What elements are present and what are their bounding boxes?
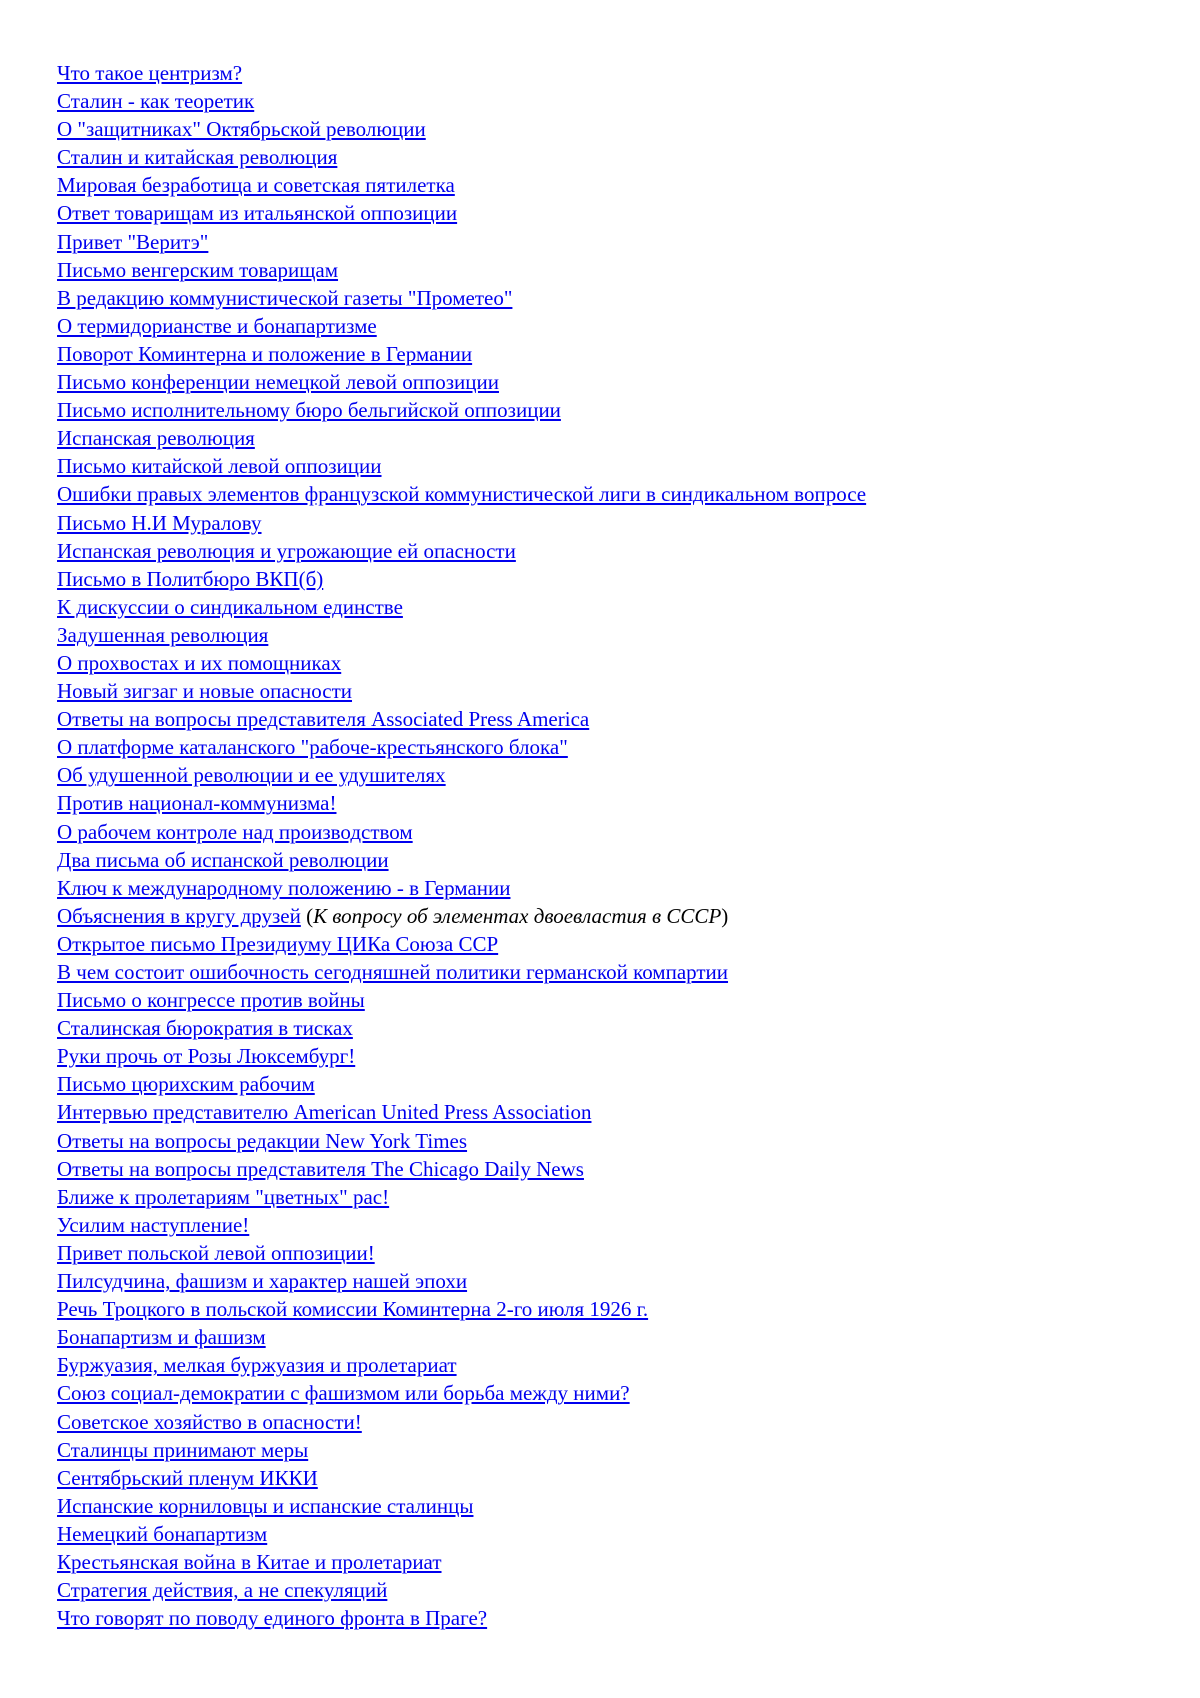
list-item [57, 986, 1157, 1014]
list-item [57, 1042, 1157, 1070]
article-link[interactable]: Против национал-коммунизма! [57, 791, 337, 816]
article-link[interactable]: Письмо исполнительному бюро бельгийской оппозиции [57, 398, 561, 423]
article-link[interactable]: Ответы на вопросы представителя The Chicago Daily News [57, 1156, 584, 1181]
list-item [57, 1155, 1157, 1183]
article-link[interactable]: О платформе каталанского "рабоче-крестьянского блока" [57, 735, 568, 760]
list-item [57, 368, 1157, 396]
note-close-paren: ) [721, 903, 729, 928]
article-link[interactable]: Немецкий бонапартизм [57, 1521, 268, 1546]
article-link[interactable]: Пилсудчина, фашизм и характер нашей эпохи [57, 1269, 468, 1294]
article-link[interactable]: Интервью представителю American United Press Association [57, 1100, 592, 1125]
list-item [57, 537, 1157, 565]
list-item [57, 452, 1157, 480]
article-link[interactable]: Сталин - как теоретик [57, 89, 255, 114]
list-item [57, 312, 1157, 340]
article-link[interactable]: Новый зигзаг и новые опасности [57, 679, 353, 704]
list-item [57, 228, 1157, 256]
article-link[interactable]: О "защитниках" Октябрьской революции [57, 117, 426, 142]
list-item [57, 705, 1157, 733]
article-link[interactable]: Сталин и китайская революция [57, 145, 338, 170]
list-item [57, 171, 1157, 199]
list-item [57, 1379, 1157, 1407]
list-item [57, 677, 1157, 705]
article-link[interactable]: Крестьянская война в Китае и пролетариат [57, 1549, 442, 1574]
article-link[interactable]: К дискуссии о синдикальном единстве [57, 594, 403, 619]
article-link[interactable]: В чем состоит ошибочность сегодняшней политики германской компартии [57, 960, 729, 984]
list-item [57, 1351, 1157, 1379]
article-link[interactable]: В редакцию коммунистической газеты "Прометео" [57, 285, 513, 310]
list-item [57, 1098, 1157, 1126]
article-link[interactable]: Ошибки правых элементов французской коммунистической лиги в синдикальном вопросе [57, 482, 867, 507]
article-link[interactable]: Сталинцы принимают меры [57, 1437, 309, 1462]
list-item [57, 256, 1157, 284]
article-link[interactable]: Привет польской левой оппозиции! [57, 1240, 375, 1265]
list-item [57, 902, 1157, 930]
article-link[interactable]: Ключ к международному положению - в Германии [57, 875, 511, 900]
article-link[interactable]: Что такое центризм? [57, 61, 243, 85]
article-link[interactable]: Союз социал-демократии с фашизмом или борьба между ними? [57, 1381, 630, 1406]
list-item [57, 733, 1157, 761]
article-link[interactable]: Ответы на вопросы представителя Associated Press America [57, 707, 590, 732]
list-item [57, 1127, 1157, 1155]
article-link[interactable]: О рабочем контроле над производством [57, 819, 413, 844]
list-item [57, 509, 1157, 537]
article-link[interactable]: Письмо в Политбюро ВКП(б) [57, 566, 324, 591]
list-item [57, 874, 1157, 902]
article-link[interactable]: Письмо Н.И Муралову [57, 510, 262, 535]
article-link[interactable]: Бонапартизм и фашизм [57, 1325, 266, 1350]
article-link[interactable]: Стратегия действия, а не спекуляций [57, 1578, 388, 1603]
note-open-paren: ( [300, 903, 314, 928]
note-text: К вопросу об элементах двоевластия в СССР [313, 903, 722, 928]
article-link[interactable]: Ближе к пролетариям "цветных" рас! [57, 1184, 390, 1209]
list-item [57, 1436, 1157, 1464]
list-item [57, 1323, 1157, 1351]
list-item [57, 818, 1157, 846]
list-item [57, 424, 1157, 452]
list-item [57, 284, 1157, 312]
list-item [57, 480, 1157, 508]
article-link[interactable]: Об удушенной революции и ее удушителях [57, 763, 446, 788]
list-item [57, 1548, 1157, 1576]
article-link[interactable]: Письмо о конгрессе против войны [57, 988, 365, 1013]
article-link[interactable]: Письмо конференции немецкой левой оппозиции [57, 370, 499, 395]
list-item [57, 1239, 1157, 1267]
list-item [57, 1408, 1157, 1436]
list-item [57, 565, 1157, 593]
article-link[interactable]: Буржуазия, мелкая буржуазия и пролетариат [57, 1353, 457, 1378]
article-link[interactable]: Сентябрьский пленум ИККИ [57, 1465, 318, 1490]
list-item [57, 958, 1157, 986]
list-item [57, 846, 1157, 874]
list-item [57, 1014, 1157, 1042]
list-item [57, 1604, 1157, 1632]
article-link[interactable]: Два письма об испанской революции [57, 847, 389, 872]
list-item [57, 115, 1157, 143]
list-item [57, 1267, 1157, 1295]
list-item [57, 789, 1157, 817]
article-link[interactable]: Испанская революция и угрожающие ей опасности [57, 538, 516, 563]
article-link[interactable]: Письмо цюрихским рабочим [57, 1072, 315, 1097]
list-item [57, 1492, 1157, 1520]
article-link[interactable]: Испанская революция [57, 426, 255, 451]
article-link[interactable]: Усилим наступление! [57, 1212, 250, 1237]
list-item [57, 396, 1157, 424]
article-link[interactable]: Ответы на вопросы редакции New York Times [57, 1128, 468, 1153]
article-link[interactable]: Письмо венгерским товарищам [57, 257, 339, 282]
article-link[interactable]: Объяснения в кругу друзей [57, 903, 301, 928]
list-item [57, 761, 1157, 789]
list-item [57, 87, 1157, 115]
list-item [57, 1576, 1157, 1604]
list-item [57, 930, 1157, 958]
article-link[interactable]: Советское хозяйство в опасности! [57, 1409, 362, 1434]
list-item [57, 1211, 1157, 1239]
article-link[interactable]: Ответ товарищам из итальянской оппозиции [57, 201, 458, 226]
list-item [57, 621, 1157, 649]
list-item [57, 649, 1157, 677]
list-item [57, 1464, 1157, 1492]
list-item [57, 59, 1157, 87]
article-link[interactable]: О термидорианстве и бонапартизме [57, 313, 377, 338]
article-link[interactable]: Руки прочь от Розы Люксембург! [57, 1044, 356, 1069]
article-link[interactable]: Открытое письмо Президиуму ЦИКа Союза ССР [57, 931, 499, 956]
list-item [57, 1295, 1157, 1323]
article-link[interactable]: Испанские корниловцы и испанские сталинцы [57, 1493, 474, 1518]
article-link[interactable]: Задушенная революция [57, 622, 269, 647]
list-item [57, 199, 1157, 227]
list-item [57, 1070, 1157, 1098]
article-link[interactable]: Привет "Веритэ" [57, 229, 209, 254]
list-item [57, 593, 1157, 621]
article-link[interactable]: Мировая безработица и советская пятилетка [57, 173, 455, 198]
article-link-list [57, 59, 1157, 1632]
list-item [57, 1183, 1157, 1211]
article-link[interactable]: О прохвостах и их помощниках [57, 650, 342, 675]
article-link[interactable]: Речь Троцкого в польской комиссии Коминтерна 2-го июля 1926 г. [57, 1297, 649, 1322]
article-link[interactable]: Письмо китайской левой оппозиции [57, 454, 382, 479]
list-item [57, 340, 1157, 368]
list-item [57, 143, 1157, 171]
article-link[interactable]: Сталинская бюрократия в тисках [57, 1016, 353, 1041]
article-link[interactable]: Что говорят по поводу единого фронта в Праге? [57, 1606, 488, 1631]
article-note [301, 904, 728, 928]
list-item [57, 1520, 1157, 1548]
article-link[interactable]: Поворот Коминтерна и положение в Германии [57, 341, 473, 366]
